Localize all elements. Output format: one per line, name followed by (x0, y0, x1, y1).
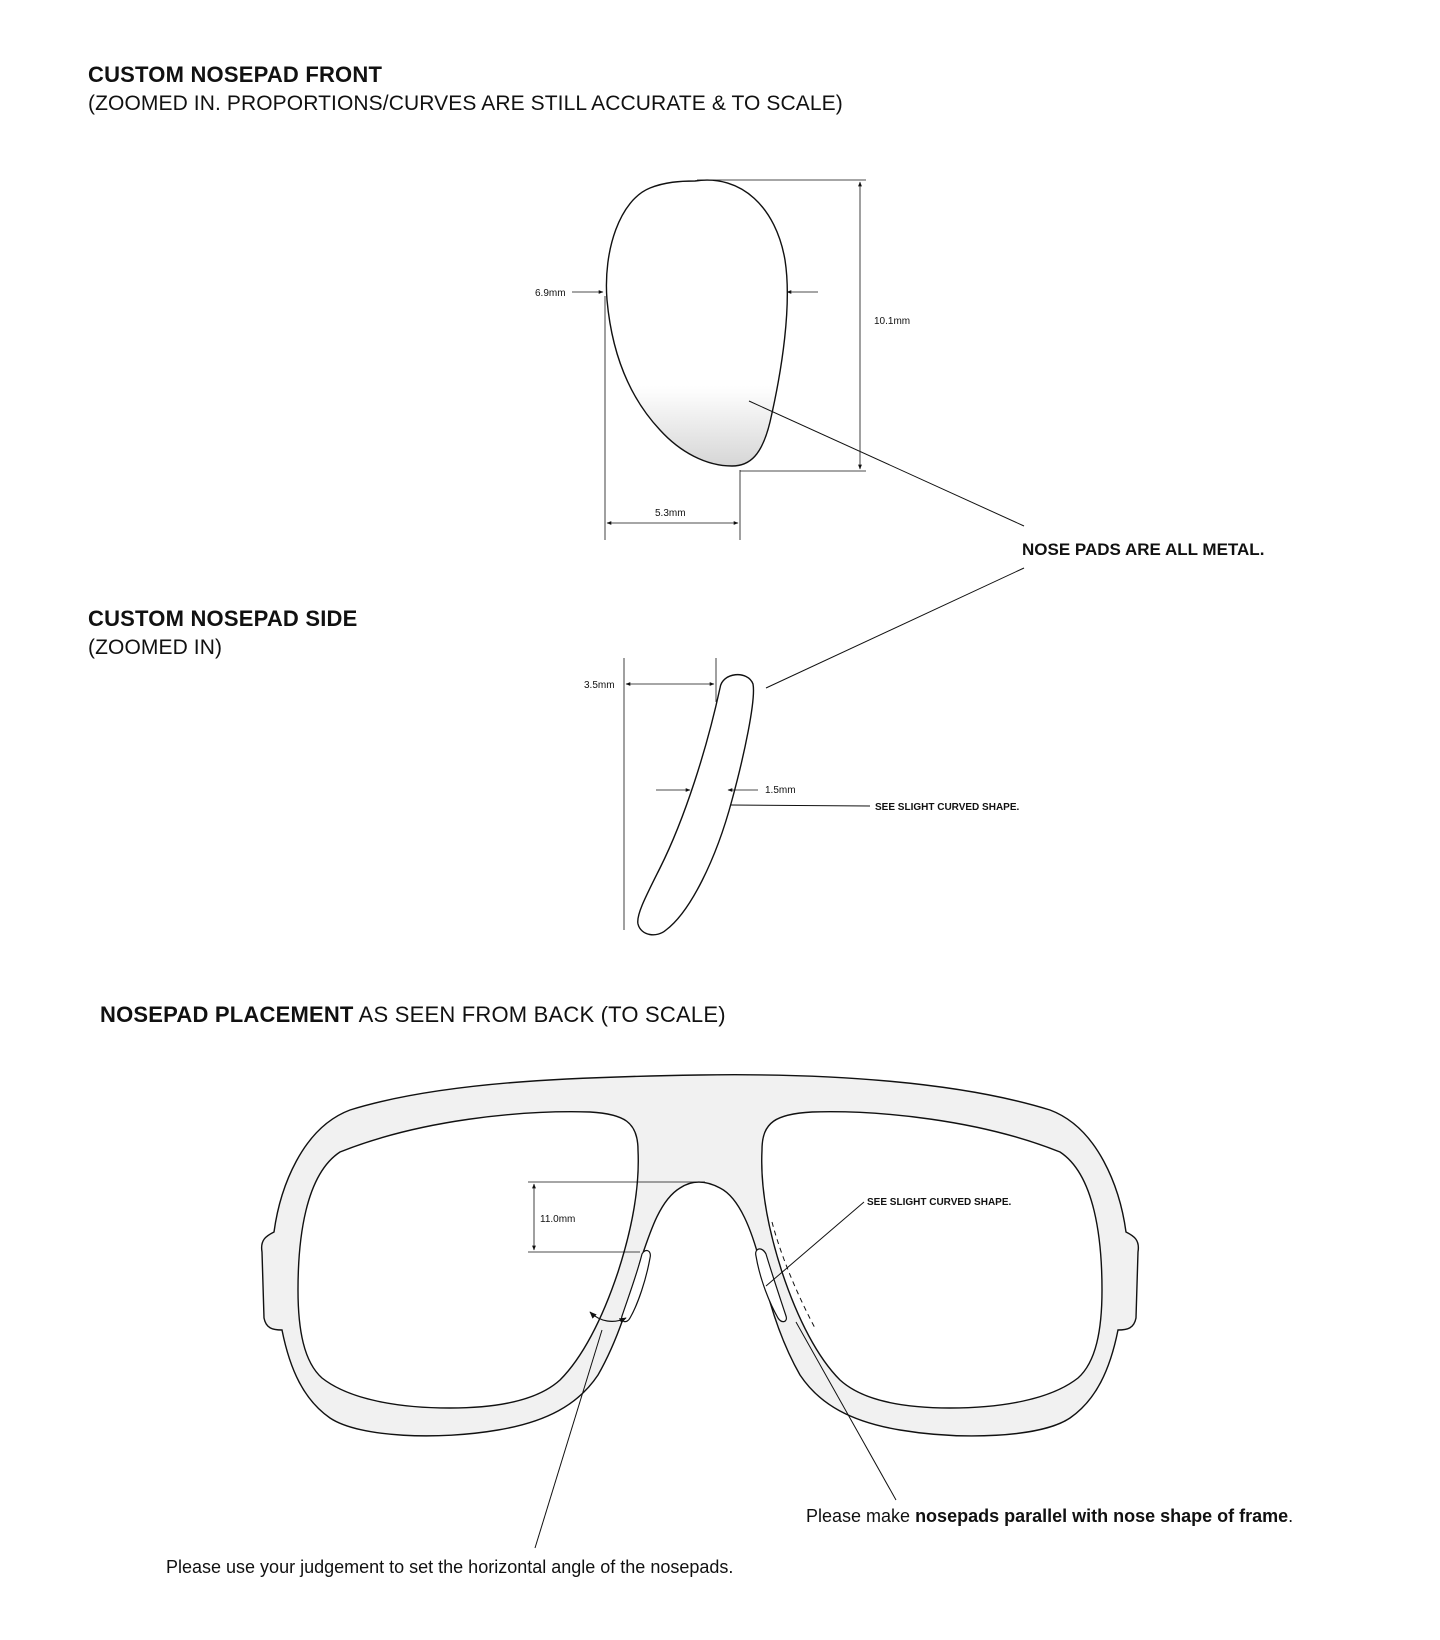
side-top-label: 3.5mm (584, 680, 615, 691)
side-section-title: CUSTOM NOSEPAD SIDE (88, 606, 358, 631)
side-thickness-label: 1.5mm (765, 785, 796, 796)
front-height-label: 10.1mm (874, 316, 911, 327)
front-width-label: 6.9mm (535, 288, 566, 299)
placement-curve-note: SEE SLIGHT CURVED SHAPE. (867, 1197, 1012, 1208)
front-section-subtitle: (ZOOMED IN. PROPORTIONS/CURVES ARE STILL ACCURATE & TO SCALE) (88, 92, 843, 115)
angle-note: Please use your judgement to set the horizontal angle of the nosepads. (166, 1557, 734, 1577)
parallel-note (806, 1506, 1293, 1527)
glasses-frame (262, 1075, 1139, 1436)
placement-height-label: 11.0mm (540, 1214, 576, 1225)
placement-title-bold: NOSEPAD PLACEMENT (100, 1002, 354, 1027)
side-section-subtitle: (ZOOMED IN) (88, 636, 223, 659)
front-section-title: CUSTOM NOSEPAD FRONT (88, 62, 383, 87)
front-nosepad-shape (606, 180, 787, 466)
parallel-note-pre: Please make (806, 1506, 916, 1526)
parallel-note-post: . (1288, 1506, 1294, 1526)
material-note: NOSE PADS ARE ALL METAL. (1022, 540, 1265, 559)
placement-title-rest: AS SEEN FROM BACK (TO SCALE) (353, 1002, 726, 1027)
front-bottom-label: 5.3mm (655, 508, 686, 519)
side-curve-note: SEE SLIGHT CURVED SHAPE. (875, 802, 1020, 813)
parallel-note-bold: nosepads parallel with nose shape of frame (915, 1506, 1289, 1526)
